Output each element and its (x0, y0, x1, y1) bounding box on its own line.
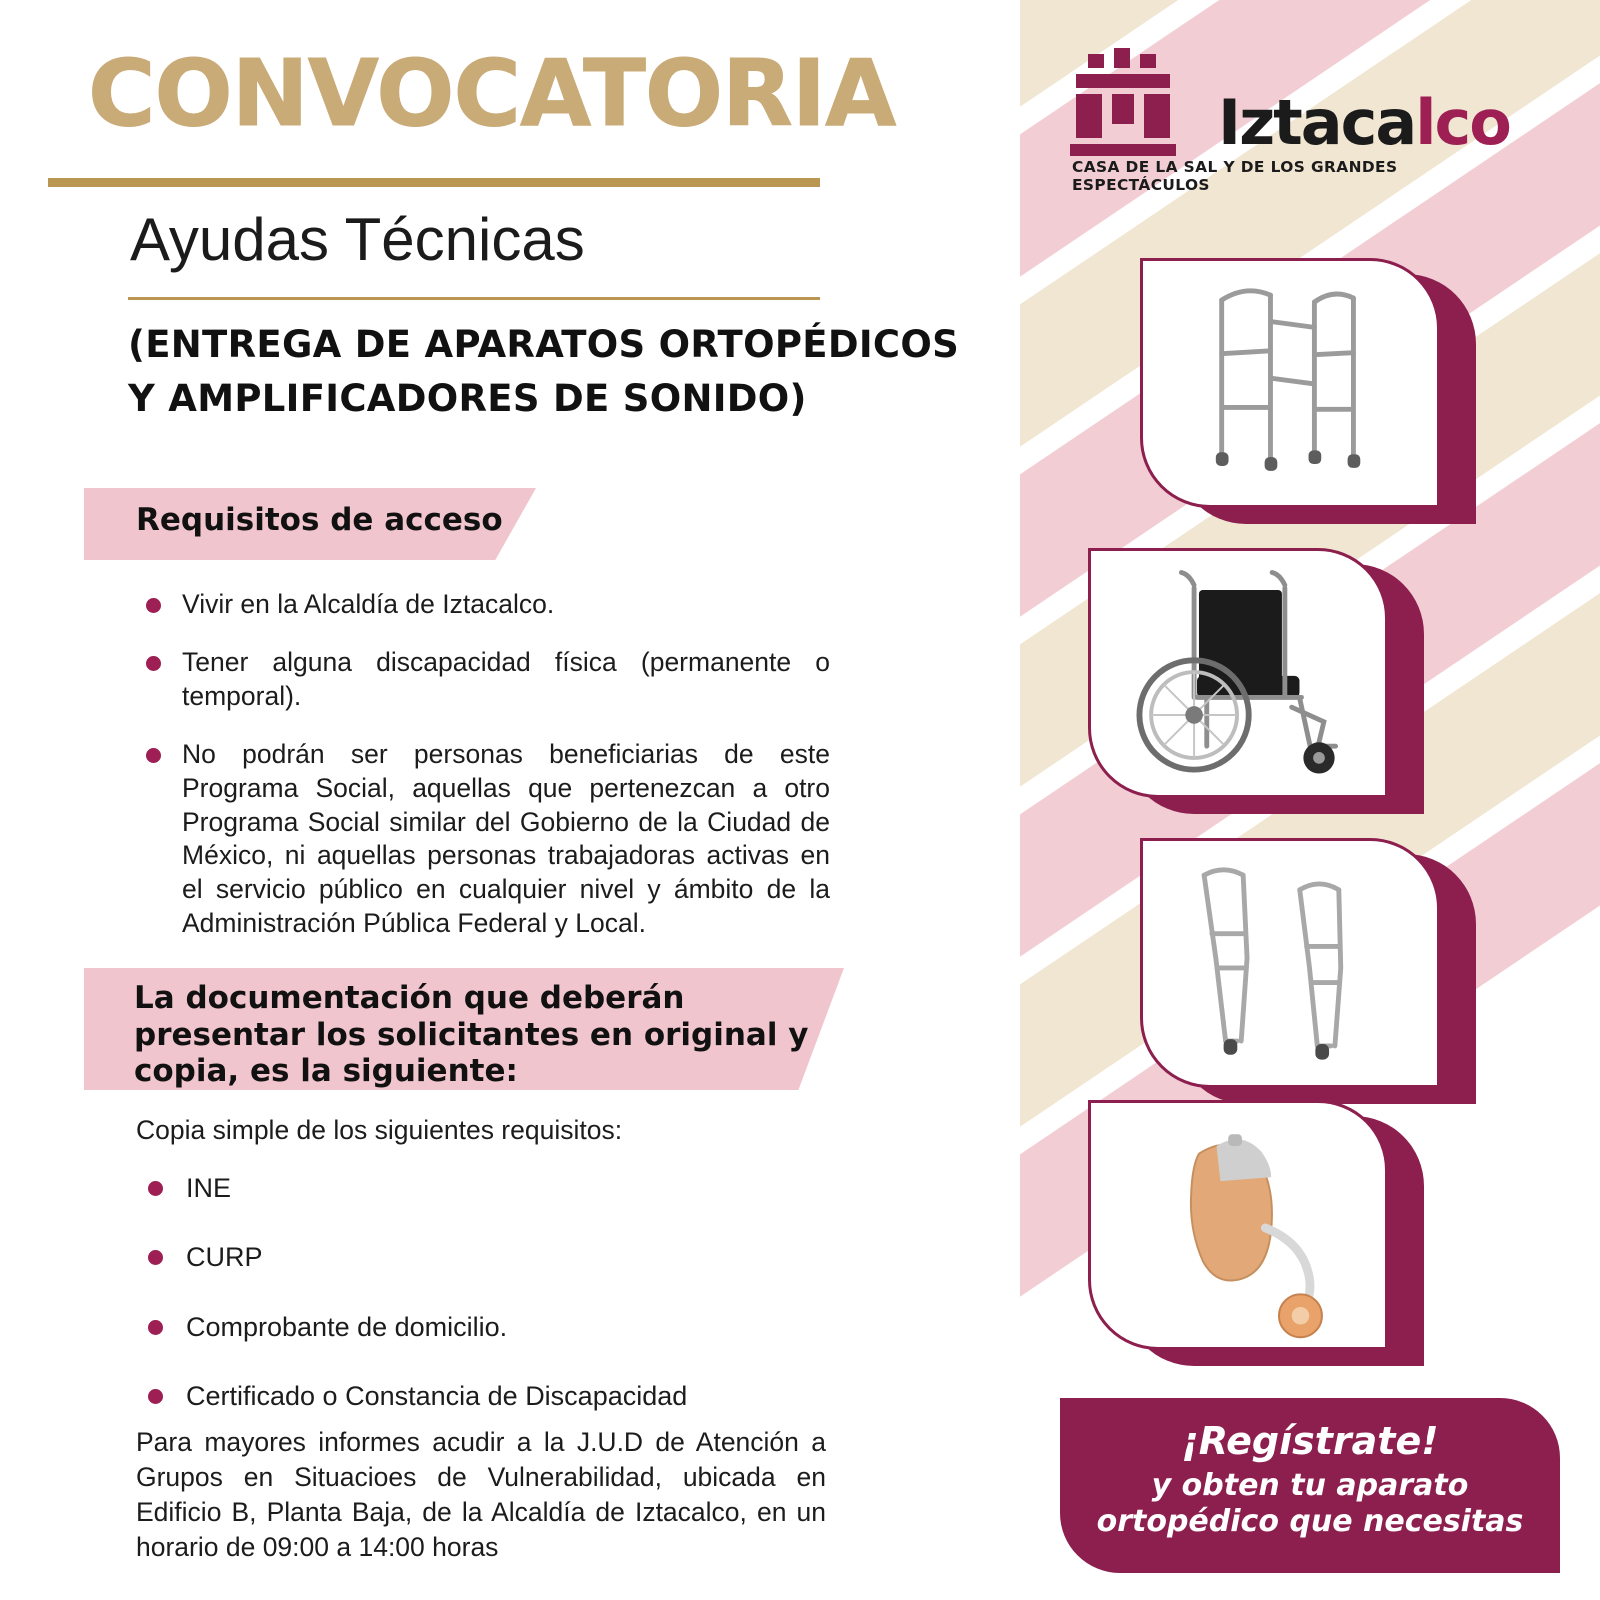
title-divider (48, 178, 820, 187)
cta-banner[interactable] (1060, 1398, 1560, 1573)
gallery (1020, 0, 1600, 1600)
gallery-card-hearing-aid (1088, 1100, 1388, 1358)
documentation-intro: Copia simple de los siguientes requisitos: (136, 1115, 623, 1145)
logo-wordmark (1218, 86, 1510, 159)
requirements-banner-label: Requisitos de acceso (136, 502, 503, 538)
gallery-card-walker (1140, 258, 1440, 516)
cta-subline: y obten tu aparato ortopédico que necesitas (1096, 1467, 1524, 1539)
page-title: CONVOCATORIA (88, 40, 896, 147)
page-subtitle: Ayudas Técnicas (130, 206, 585, 273)
list-item: INE (146, 1172, 806, 1204)
hearing-aid-photo (1088, 1100, 1388, 1350)
contact-information: Para mayores informes acudir a la J.U.D de Atención a Grupos en Situacioes de Vulnerabilidad, ubicada en Edificio B, Planta Baja, de la Alcaldía de Iztacalco, en un horario de 09:00 a 14:00 horas (136, 1427, 826, 1562)
list-item: Tener alguna discapacidad física (permanente o temporal). (140, 646, 830, 714)
program-scope-line-2: Y AMPLIFICADORES DE SONIDO) (128, 377, 807, 420)
list-item: Comprobante de domicilio. (146, 1311, 806, 1343)
subtitle-divider (128, 297, 820, 300)
kiosk-icon (1070, 48, 1210, 158)
gallery-card-crutches (1140, 838, 1440, 1096)
requirements-list (140, 588, 830, 941)
logo-word-dark: Iztaca (1218, 86, 1416, 159)
logo-word-wine: lco (1415, 86, 1510, 159)
crutches-photo (1140, 838, 1440, 1088)
program-scope-line-1: (ENTREGA DE APARATOS ORTOPÉDICOS (128, 323, 960, 366)
list-item: No podrán ser personas beneficiarias de este Programa Social, aquellas que pertenezcan a otro Programa Social similar del Gobierno de la Ciudad de México, ni aquellas personas trabajadoras activas en el servicio público en cualquier nivel y ámbito de la Administración Pública Federal y Local. (140, 738, 830, 941)
list-item: CURP (146, 1241, 806, 1273)
logo-tagline: CASA DE LA SAL Y DE LOS GRANDES ESPECTÁCULOS (1072, 158, 1398, 194)
documentation-banner-label: La documentación que deberán presentar los solicitantes en original y copia, es la siguiente: (134, 980, 809, 1090)
documentation-list (146, 1172, 806, 1450)
list-item: Certificado o Constancia de Discapacidad (146, 1380, 806, 1412)
wheelchair-photo (1088, 548, 1388, 798)
iztacalco-logo (1070, 40, 1510, 194)
walker-photo (1140, 258, 1440, 508)
cta-headline: ¡Regístrate! (1181, 1419, 1439, 1463)
list-item: Vivir en la Alcaldía de Iztacalco. (140, 588, 830, 622)
gallery-card-wheelchair (1088, 548, 1388, 806)
